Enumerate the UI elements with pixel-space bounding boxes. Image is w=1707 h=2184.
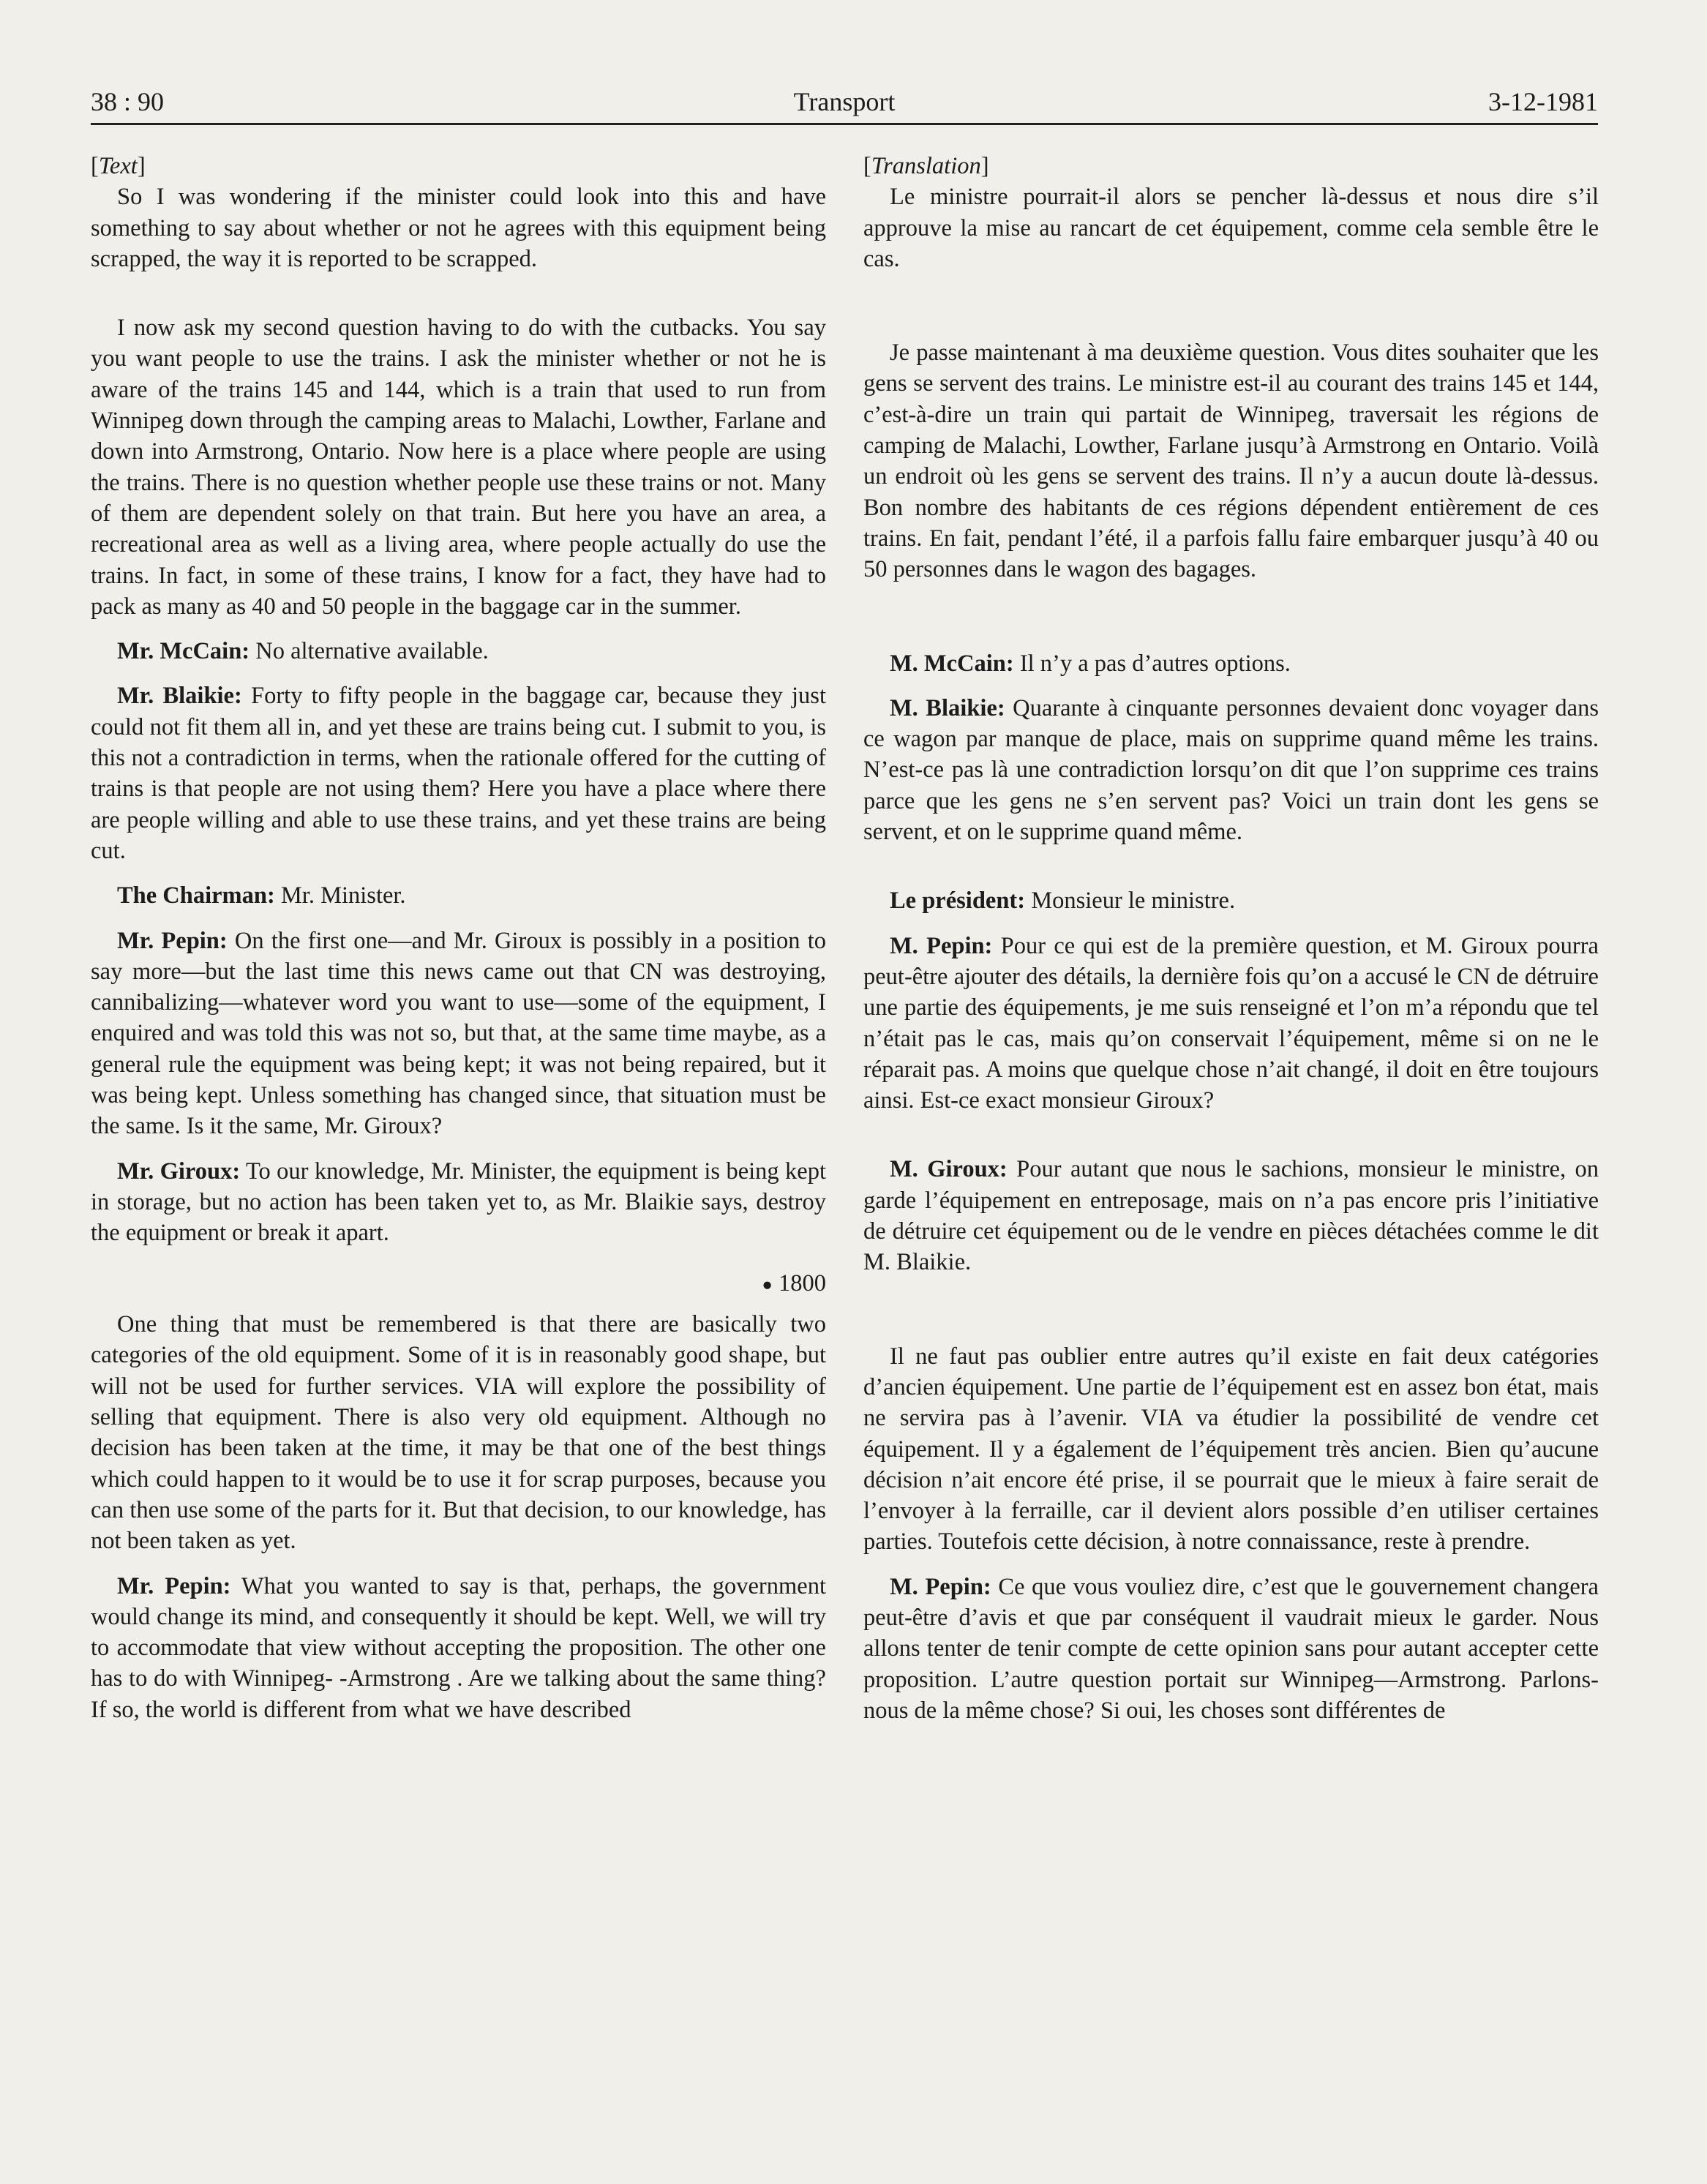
paragraph: One thing that must be remembered is that there are basically two categories of the old equipment. Some of it is in reasonably good shape, but will not be used for further services. VIA will explore the possibility of selling that equipment. There is also very old equipment. Although no decision has been taken at the time, it may be that one of the best things which could happen to it would be to use it for scrap purposes, because you can then use some of the parts for it. But that decision, to our knowledge, has not been taken as yet. (91, 1311, 826, 1555)
speech-pepin: M. Pepin: Ce que vous vouliez dire, c’est que le gouvernement changera peut-être d’avis et que par conséquent il vaudrait mieux le garder. Nous allons tenter de tenir compte de cette opinion sans pour autant accepter cette proposition. L’autre question portait sur Winnipeg—Armstrong. Parlons-nous de la même chose? Si oui, les choses sont différentes de (863, 1573, 1599, 1724)
french-column (863, 151, 1599, 1740)
speech-giroux: M. Giroux: Pour autant que nous le sachions, monsieur le ministre, on garde l’équipement en entreposage, mais on n’a pas encore pris l’initiative de détruire cet équipement ou de le vendre en pièces détachées comme le dit M. Blaikie. (863, 1156, 1599, 1276)
speech-pepin: M. Pepin: Pour ce qui est de la première question, et M. Giroux pourra peut-être ajouter des détails, la dernière fois qu’on a accusé le CN de détruire une partie des équipements, je me suis renseigné et l’on m’a répondu que tel n’était pas le cas, mais qu’on conservait l’équipement, même si on ne le réparait pas. A moins que quelque chose n’ait changé, il doit en être toujours ainsi. Est-ce exact monsieur Giroux? (863, 932, 1599, 1114)
speaker-name: M. Pepin: (890, 932, 993, 959)
speaker-name: Le président: (890, 888, 1026, 915)
speaker-name: Mr. Pepin: (117, 1572, 231, 1599)
speaker-name: The Chairman: (117, 882, 275, 909)
english-column (91, 151, 826, 1739)
speaker-name: M. Blaikie: (890, 694, 1005, 721)
speech-mccain: M. McCain: Il n’y a pas d’autres options. (890, 650, 1291, 677)
page-number: 38 : 90 (91, 87, 165, 116)
speech-pepin: Mr. Pepin: What you wanted to say is that, perhaps, the government would change its mind, and consequently it should be kept. Well, we will try to accommodate that view without accepting the proposition. The other one has to do with Winnipeg- -Armstrong . Are we talking about the same thing? If so, the world is different from what we have described (91, 1572, 826, 1723)
speaker-name: M. Pepin: (890, 1573, 991, 1600)
text-tag: [Text] (91, 153, 146, 179)
speech-mccain: Mr. McCain: No alternative available. (117, 638, 489, 665)
paragraph: Je passe maintenant à ma deuxième question. Vous dites souhaiter que les gens se servent des trains. Le ministre est-il au courant des trains 145 et 144, c’est-à-dire un train qui partait de Winnipeg, traversait les régions de camping de Malachi, Lowther, Farlane jusqu’à Armstrong en Ontario. Voilà un endroit où les gens se servent des trains. Il n’y a aucun doute là-dessus. Bon nombre des habitants de ces régions dépendent entièrement de ces trains. En fait, pendant l’été, il a parfois fallu faire embarquer jusqu’à 40 ou 50 personnes dans le wagon des bagages. (863, 339, 1599, 583)
speaker-name: Mr. Pepin: (117, 927, 228, 954)
speech-president: Le président: Monsieur le ministre. (890, 888, 1236, 915)
time-marker: ● 1800 (762, 1269, 826, 1296)
page-header (91, 76, 1598, 125)
speaker-name: M. Giroux: (890, 1156, 1008, 1183)
speech-pepin: Mr. Pepin: On the first one—and Mr. Giroux is possibly in a position to say more—but the last time this news came out that CN was destroying, cannibalizing—whatever word you want to use—some of the equipment, I enquired and was told this was not so, but that, at the same time maybe, as a general rule the equipment was being kept; it was not being repaired, but it was being kept. Unless something has changed since, that situation must be the same. Is it the same, Mr. Giroux? (91, 927, 826, 1140)
speaker-name: Mr. McCain: (117, 638, 250, 665)
paragraph: Il ne faut pas oublier entre autres qu’il existe en fait deux catégories d’ancien équipement. Une partie de l’équipement est en assez bon état, mais ne servira pas à l’avenir. VIA va étudier la possibilité de vendre cet équipement. Il y a également de l’équipement très ancien. Bien qu’aucune décision n’ait encore été prise, il se pourrait que le mieux à faire serait de l’envoyer à la ferraille, car il devient alors possible d’en utiliser certaines parties. Toutefois cette décision, à notre connaissance, reste à prendre. (863, 1343, 1599, 1556)
speech-blaikie: Mr. Blaikie: Forty to fifty people in the baggage car, because they just could not fit them all in, and yet these are trains being cut. I submit to you, is this not a contradiction in terms, when the rationale offered for the cutting of trains is that people are not using them? Here you have a place where there are people willing and able to use these trains, and yet these trains are being cut. (91, 683, 826, 864)
speaker-name: Mr. Blaikie: (117, 683, 242, 710)
sitting-date: 3-12-1981 (1488, 87, 1598, 116)
speech-chairman: The Chairman: Mr. Minister. (117, 882, 406, 909)
bullet-icon: ● (762, 1275, 773, 1294)
running-title: Transport (793, 87, 896, 116)
speech-giroux: Mr. Giroux: To our knowledge, Mr. Minister, the equipment is being kept in storage, but no action has been taken yet to, as Mr. Blaikie says, destroy the equipment or break it apart. (91, 1157, 826, 1247)
paragraph: So I was wondering if the minister could look into this and have something to say about whether or not he agrees with this equipment being scrapped, the way it is reported to be scrapped. (91, 184, 826, 272)
paragraph: Le ministre pourrait-il alors se pencher là-dessus et nous dire s’il approuve la mise au rancart de cet équipement, comme cela semble être le cas. (863, 184, 1599, 272)
speaker-name: M. McCain: (890, 650, 1014, 677)
speaker-name: Mr. Giroux: (117, 1157, 241, 1185)
paragraph: I now ask my second question having to do with the cutbacks. You say you want people to use the trains. I ask the minister whether or not he is aware of the trains 145 and 144, which is a train that used to run from Winnipeg down through the camping areas to Malachi, Lowther, Farlane and down into Armstrong, Ontario. Now here is a place where people are using the trains. There is no question whether people use these trains or not. Many of them are dependent solely on that train. But here you have an area, a recreational area as well as a living area, where people actually do use the trains. In fact, in some of these trains, I know for a fact, they have had to pack as many as 40 and 50 people in the baggage car in the summer. (91, 315, 826, 620)
speech-blaikie: M. Blaikie: Quarante à cinquante personnes devaient donc voyager dans ce wagon par manque de place, mais on supprime quand même les trains. N’est-ce pas là une contradiction lorsqu’on dit que l’on supprime ces trains parce que les gens ne s’en servent pas? Voici un train dont les gens se servent, et on le supprime quand même. (863, 694, 1599, 846)
translation-tag: [Translation] (863, 153, 989, 179)
